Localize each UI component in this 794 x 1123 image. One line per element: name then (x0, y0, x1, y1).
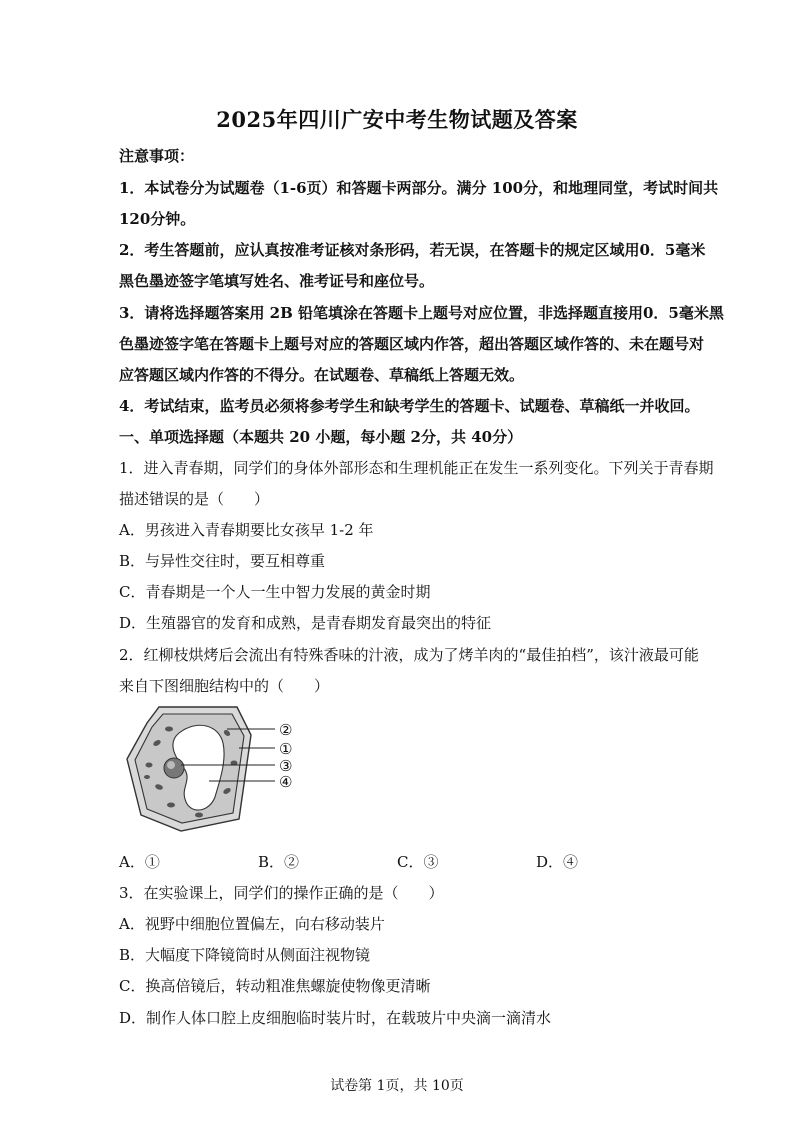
page-title: 2025年四川广安中考生物试题及答案 (216, 107, 578, 132)
notice-line: 黑色墨迹签字笔填写姓名、准考证号和座位号。 (119, 272, 435, 290)
option-a: A．① (119, 853, 160, 871)
notice-line: 应答题区域内作答的不得分。在试题卷、草稿纸上答题无效。 (119, 366, 525, 384)
label-3: ③ (279, 757, 293, 775)
option-b: B．与异性交往时，要互相尊重 (119, 552, 326, 570)
label-2: ② (279, 721, 293, 739)
nucleolus (167, 761, 175, 769)
label-1: ① (279, 740, 293, 758)
notice-line: 1．本试卷分为试题卷（1-6页）和答题卡两部分。满分 100分，和地理同堂，考试时间共 (119, 179, 719, 197)
option-d: D．④ (536, 853, 579, 871)
notice-line: 4．考试结束，监考员必须将参考学生和缺考学生的答题卡、试题卷、草稿纸一并收回。 (119, 397, 700, 415)
option-c: C．青春期是一个人一生中智力发展的黄金时期 (119, 583, 431, 601)
notice-line: 120分钟。 (119, 210, 196, 228)
label-4: ④ (279, 773, 293, 791)
option-a: A．视野中细胞位置偏左，向右移动装片 (119, 915, 385, 933)
nucleus (164, 758, 184, 778)
notice-line: 3．请将选择题答案用 2B 铅笔填涂在答题卡上题号对应位置，非选择题直接用0．5毫米黑 (119, 304, 724, 322)
plant-cell-diagram (119, 703, 319, 835)
question-stem: 描述错误的是（ ） (119, 490, 270, 508)
option-d: D．生殖器官的发育和成熟，是青春期发育最突出的特征 (119, 614, 492, 632)
question-stem: 1．进入青春期，同学们的身体外部形态和生理机能正在发生一系列变化。下列关于青春期 (119, 459, 714, 477)
notice-heading: 注意事项： (119, 147, 195, 165)
section-heading: 一、单项选择题（本题共 20 小题，每小题 2分，共 40分） (119, 428, 523, 446)
option-b: B．大幅度下降镜筒时从侧面注视物镜 (119, 946, 371, 964)
page-footer: 试卷第 1页，共 10页 (330, 1078, 464, 1094)
notice-line: 色墨迹签字笔在答题卡上题号对应的答题区域内作答，超出答题区域作答的、未在题号对 (119, 335, 705, 353)
question-stem: 来自下图细胞结构中的（ ） (119, 677, 330, 695)
notice-line: 2．考生答题前，应认真按准考证核对条形码，若无误，在答题卡的规定区域用0．5毫米 (119, 241, 706, 259)
option-a: A．男孩进入青春期要比女孩早 1-2 年 (119, 521, 374, 539)
question-stem: 3．在实验课上，同学们的操作正确的是（ ） (119, 884, 444, 902)
option-d: D．制作人体口腔上皮细胞临时装片时，在载玻片中央滴一滴清水 (119, 1009, 552, 1027)
question-stem: 2．红柳枝烘烤后会流出有特殊香味的汁液，成为了烤羊肉的“最佳拍档”，该汁液最可能 (119, 646, 699, 664)
option-c: C．换高倍镜后，转动粗准焦螺旋使物像更清晰 (119, 977, 431, 995)
option-c: C．③ (397, 853, 439, 871)
option-b: B．② (258, 853, 300, 871)
